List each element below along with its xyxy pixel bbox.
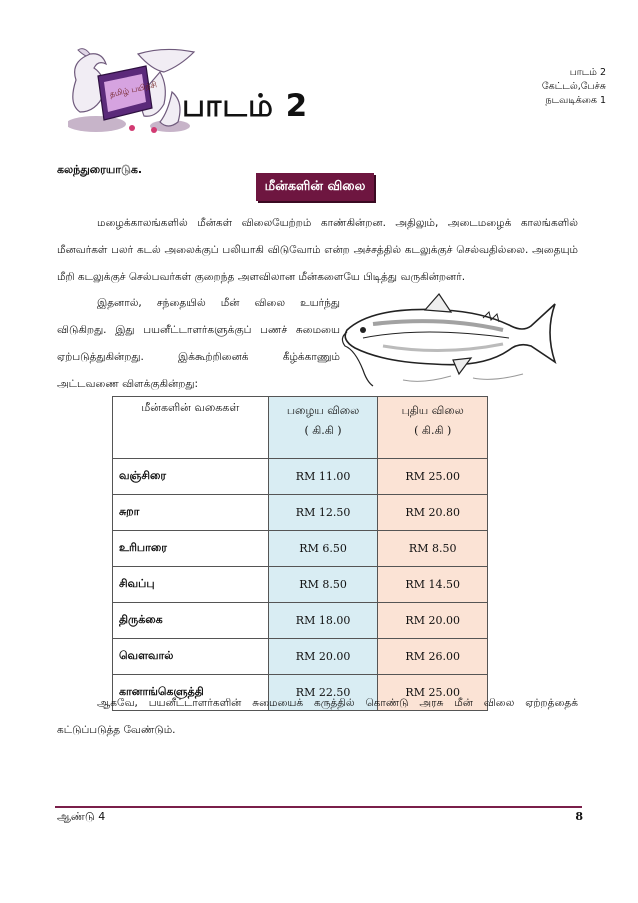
fish-name: திருக்கை xyxy=(113,603,269,639)
paragraph-intro: மழைக்காலங்களில் மீன்கள் விலையேற்றம் காண்கின்றன. அதிலும், அடைமழைக் காலங்களில் மீனவர்கள் பலர் கடல் அலைக்குப் பலியாகி விடுவோம் என்ற அச்சத்தில் கடலுக்குச் செல்வதில்லை. அதையும் மீறி கடலுக்குச் செல்பவர்கள் குறைந்த அளவிலான மீன்களையே பிடித்து வருகின்றனர். xyxy=(57,217,578,283)
fish-name: வௌவால் xyxy=(113,639,269,675)
old-price: RM 8.50 xyxy=(268,567,378,603)
new-price: RM 25.00 xyxy=(378,459,488,495)
table-header-row xyxy=(113,397,488,459)
instruction-text: கலந்துரையாடுக. xyxy=(57,163,143,176)
table-row xyxy=(113,459,488,495)
footer-divider xyxy=(55,806,582,808)
table-row xyxy=(113,567,488,603)
table-row xyxy=(113,495,488,531)
fish-name: சுறா xyxy=(113,495,269,531)
fish-name: வஞ்சிரை xyxy=(113,459,269,495)
fish-price-table xyxy=(112,396,488,711)
old-price-label: பழைய விலை xyxy=(286,404,360,417)
old-price: RM 12.50 xyxy=(268,495,378,531)
old-price: RM 20.00 xyxy=(268,639,378,675)
banner-title: மீன்களின் விலை xyxy=(264,179,366,194)
old-price: RM 11.00 xyxy=(268,459,378,495)
header-new-price xyxy=(378,397,488,459)
old-price: RM 6.50 xyxy=(268,531,378,567)
fish-name: உரிபாரை xyxy=(113,531,269,567)
section-banner xyxy=(256,173,374,201)
new-price-label: புதிய விலை xyxy=(401,404,464,417)
new-price: RM 14.50 xyxy=(378,567,488,603)
lesson-number: பாடம் 2 xyxy=(569,67,606,78)
old-price-unit: ( கி.கி ) xyxy=(304,424,342,437)
new-price-unit: ( கி.கி ) xyxy=(414,424,452,437)
old-price: RM 18.00 xyxy=(268,603,378,639)
new-price: RM 26.00 xyxy=(378,639,488,675)
new-price: RM 20.80 xyxy=(378,495,488,531)
new-price: RM 8.50 xyxy=(378,531,488,567)
header-fish-types: மீன்களின் வகைகள் xyxy=(113,397,269,459)
fish-illustration xyxy=(333,286,558,390)
table-row xyxy=(113,639,488,675)
footer-year: ஆண்டு 4 xyxy=(57,810,106,823)
skill-label: கேட்டல்,பேச்சு xyxy=(541,81,606,92)
fish-name: சிவப்பு xyxy=(113,567,269,603)
paragraph-conclusion: ஆகவே, பயனீட்டாளர்களின் சுமையைக் கருத்தில் கொண்டு அரசு மீன் விலை ஏற்றத்தைக் கட்டுப்படுத்த வேண்டும். xyxy=(57,697,578,736)
lesson-title: பாடம் 2 xyxy=(182,88,309,124)
page-number: 8 xyxy=(575,810,583,823)
new-price: RM 20.00 xyxy=(378,603,488,639)
lesson-info xyxy=(542,66,606,108)
activity-label: நடவடிக்கை 1 xyxy=(545,95,606,106)
new-price: RM 25.00 xyxy=(378,675,488,711)
paragraph-price-rise: இதனால், சந்தையில் மீன் விலை உயர்ந்து விடுகிறது. இது பயனீட்டாளர்களுக்குப் பணச் சுமையை ஏற்படுத்துகின்றது. இக்கூற்றினைக் கீழ்க்காணும் அட்டவணை விளக்குகின்றது: xyxy=(57,297,340,390)
swan-logo-image xyxy=(68,42,198,142)
old-price: RM 22.50 xyxy=(268,675,378,711)
logo-text: தமிழ் பயிற்சி xyxy=(108,80,158,99)
table-row xyxy=(113,603,488,639)
table-row xyxy=(113,531,488,567)
header-old-price xyxy=(268,397,378,459)
fish-name: கானாங்கெளுத்தி xyxy=(113,675,269,711)
